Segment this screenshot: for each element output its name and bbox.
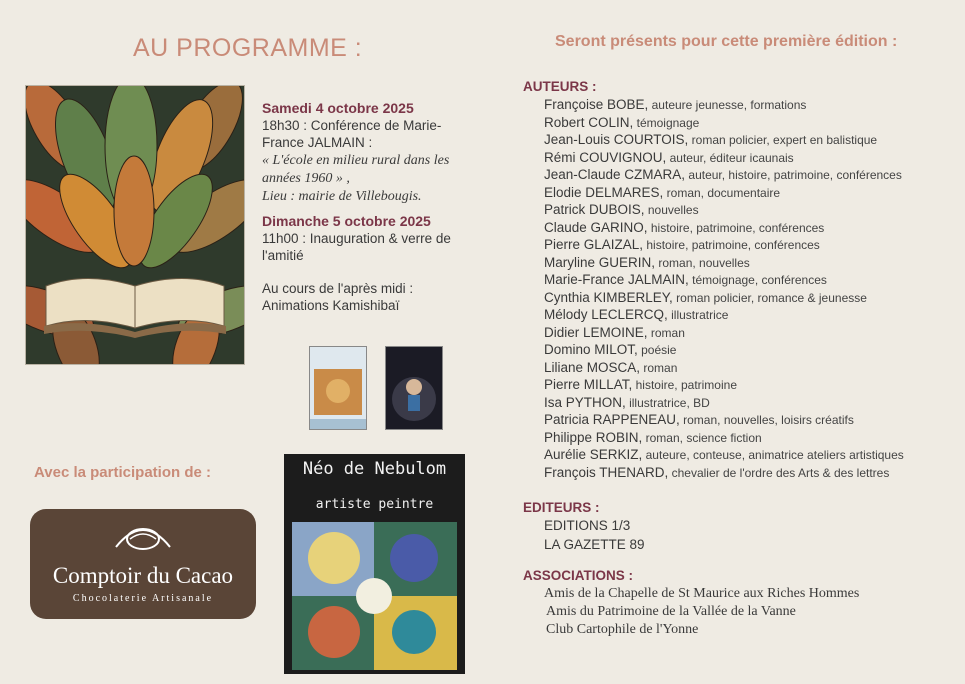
list-item: François THENARD, chevalier de l'ordre des Arts & des lettres (544, 464, 890, 480)
list-item: Didier LEMOINE, roman (544, 324, 685, 340)
authors-list (523, 96, 963, 481)
list-item: Isa PYTHON, illustratrice, BD (544, 394, 710, 410)
list-item: LA GAZETTE 89 (544, 537, 645, 552)
neo-de-nebulom-poster (284, 454, 465, 674)
neo-subtitle: artiste peintre (315, 497, 434, 512)
editors-heading: EDITEURS : (523, 500, 600, 515)
saturday-conference: 18h30 : Conférence de Marie-France JALMAIN : (262, 118, 442, 150)
list-item: Marie-France JALMAIN, témoignage, conférences (544, 272, 827, 287)
editors-list (523, 516, 963, 554)
attendees-title: Seront présents pour cette première édition : (555, 33, 898, 50)
cacao-subtitle: Chocolaterie Artisanale (72, 593, 214, 604)
kamishibai-book-cover-2 (385, 346, 443, 430)
list-item: Françoise BOBE, auteure jeunesse, formations (544, 97, 807, 112)
list-item: Aurélie SERKIZ, auteure, conteuse, animatrice ateliers artistiques (544, 447, 904, 462)
list-item: Jean-Claude CZMARA, auteur, histoire, patrimoine, conférences (544, 167, 902, 182)
associations-heading: ASSOCIATIONS : (523, 568, 634, 583)
list-item: Liliane MOSCA, roman (544, 359, 678, 375)
list-item: EDITIONS 1/3 (544, 518, 631, 533)
list-item: Elodie DELMARES, roman, documentaire (544, 184, 781, 200)
saturday-location: Lieu : mairie de Villebougis. (262, 189, 422, 204)
saturday-topic: « L'école en milieu rural dans les années 1960 » , (262, 153, 450, 186)
list-item: Patrick DUBOIS, nouvelles (544, 202, 699, 217)
list-item: Robert COLIN, témoignage (544, 114, 700, 130)
sunday-inauguration: 11h00 : Inauguration & verre de l'amitié (262, 231, 451, 263)
sunday-heading: Dimanche 5 octobre 2025 (262, 213, 431, 229)
list-item: Amis du Patrimoine de la Vallée de la Vanne (546, 604, 796, 619)
program-title: AU PROGRAMME : (133, 34, 363, 62)
list-item: Pierre MILLAT, histoire, patrimoine (544, 377, 737, 392)
list-item: Rémi COUVIGNOU, auteur, éditeur icaunais (544, 149, 794, 165)
list-item: Claude GARINO, histoire, patrimoine, conférences (544, 219, 825, 235)
neo-title: Néo de Nebulom (302, 459, 447, 479)
authors-heading: AUTEURS : (523, 79, 597, 94)
list-item: Philippe ROBIN, roman, science fiction (544, 429, 762, 445)
list-item: Amis de la Chapelle de St Maurice aux Riches Hommes (544, 586, 860, 601)
list-item: Mélody LECLERCQ, illustratrice (544, 307, 729, 322)
comptoir-du-cacao-logo (30, 509, 256, 619)
afternoon-activities: Au cours de l'après midi : Animations Kamishibaï (262, 281, 414, 313)
associations-list (523, 585, 963, 639)
list-item: Domino MILOT, poésie (544, 342, 677, 357)
list-item: Patricia RAPPENEAU, roman, nouvelles, loisirs créatifs (544, 412, 854, 427)
schedule (262, 100, 472, 314)
leaves-book-painting (25, 85, 245, 365)
list-item: Maryline GUERIN, roman, nouvelles (544, 254, 750, 270)
saturday-heading: Samedi 4 octobre 2025 (262, 100, 414, 116)
list-item: Club Cartophile de l'Yonne (546, 622, 699, 637)
list-item: Cynthia KIMBERLEY, roman policier, romance & jeunesse (544, 289, 867, 305)
kamishibai-book-cover-1 (309, 346, 367, 430)
cacao-name: Comptoir du Cacao (52, 563, 234, 588)
participation-heading: Avec la participation de : (34, 464, 211, 481)
list-item: Pierre GLAIZAL, histoire, patrimoine, conférences (544, 237, 820, 252)
list-item: Jean-Louis COURTOIS, roman policier, expert en balistique (544, 132, 878, 147)
